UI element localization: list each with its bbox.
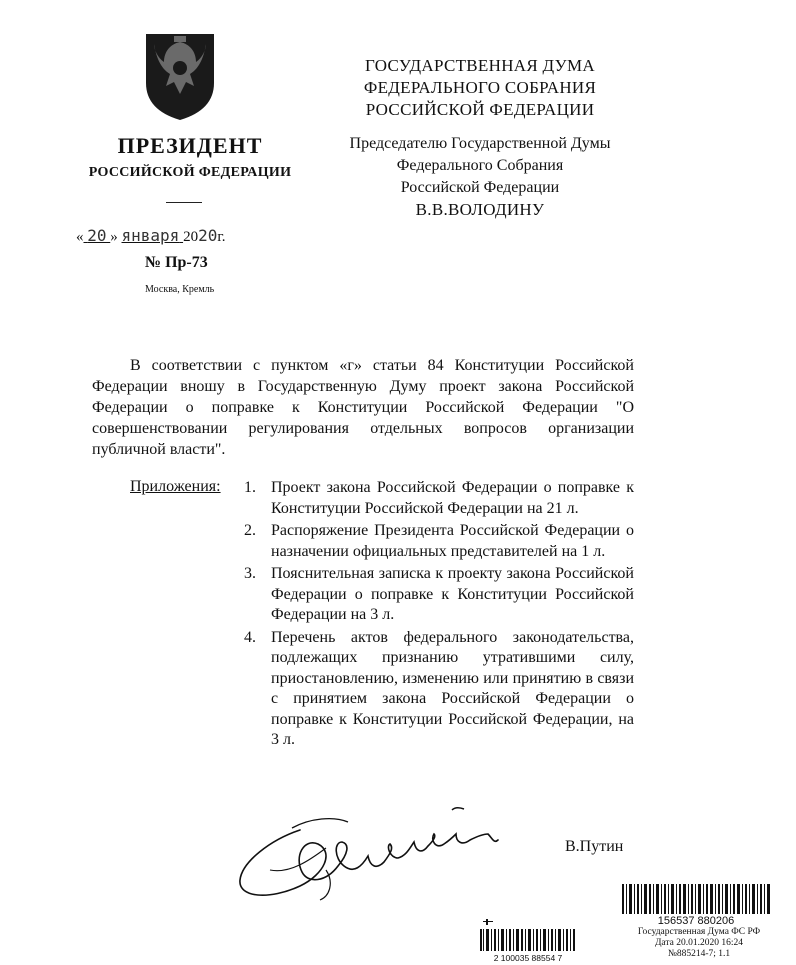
recipient-name: В.В.ВОЛОДИНУ bbox=[415, 200, 545, 219]
place-of-issue: Москва, Кремль bbox=[145, 284, 215, 295]
date-year: 2020 bbox=[183, 226, 218, 245]
list-item: 1. Проект закона Российской Федерации о поправке к Конституции Российской Федерации на 21 л. bbox=[244, 479, 634, 517]
attachments-label: Приложения: bbox=[130, 478, 221, 495]
attachments-list bbox=[244, 478, 634, 753]
organization-name: ГОСУДАРСТВЕННАЯ ДУМА ФЕДЕРАЛЬНОГО СОБРАНИЯ РОССИЙСКОЙ ФЕДЕРАЦИИ bbox=[363, 56, 597, 119]
small-barcode bbox=[478, 915, 578, 965]
registration-stamp: Государственная Дума ФС РФ Дата 20.01.2020 16:24 №885214-7; 1.1 bbox=[637, 927, 761, 959]
date-month: января bbox=[121, 226, 180, 245]
small-barcode-number: 2 100035 88554 7 bbox=[493, 953, 563, 963]
body-paragraph: В соответствии с пунктом «г» статьи 84 Конституции Российской Федерации вношу в Государственную Думу проект закона Российской Федерации о поправке к Конституции Российской Федерации "О совершенствовании регулирования отдельных вопросов организации публичной власти". bbox=[92, 357, 634, 458]
president-title: ПРЕЗИДЕНТ bbox=[117, 133, 263, 158]
addressee: Председателю Государственной Думы Федерального Собрания Российской Федерации bbox=[349, 135, 611, 196]
barcode-number: 156537 880206 bbox=[657, 915, 735, 926]
list-item: 3. Пояснительная записка к проекту закона Российской Федерации о поправке к Конституции Российской Федерации на 3 л. bbox=[244, 565, 634, 623]
registration-barcode bbox=[620, 882, 772, 926]
document-date: « 20 » января 2020г. bbox=[76, 226, 226, 245]
list-item: 2. Распоряжение Президента Российской Федерации о назначении официальных представителей на 1 л. bbox=[244, 522, 634, 560]
list-item: 4. Перечень актов федерального законодательства, подлежащих признанию утратившими силу, приостановлению, изменению или принятию в связи с принятием закона Российской Федерации о поправке к Конституции Российской Федерации, на 3 л. bbox=[244, 628, 634, 748]
handwritten-signature bbox=[230, 800, 530, 905]
divider bbox=[166, 202, 202, 203]
document-number: № Пр-73 bbox=[145, 254, 208, 271]
president-subtitle: РОССИЙСКОЙ ФЕДЕРАЦИИ bbox=[88, 165, 292, 180]
signer-name: В.Путин bbox=[565, 838, 624, 855]
coat-of-arms-emblem bbox=[140, 28, 220, 123]
date-day: 20 bbox=[87, 226, 107, 245]
